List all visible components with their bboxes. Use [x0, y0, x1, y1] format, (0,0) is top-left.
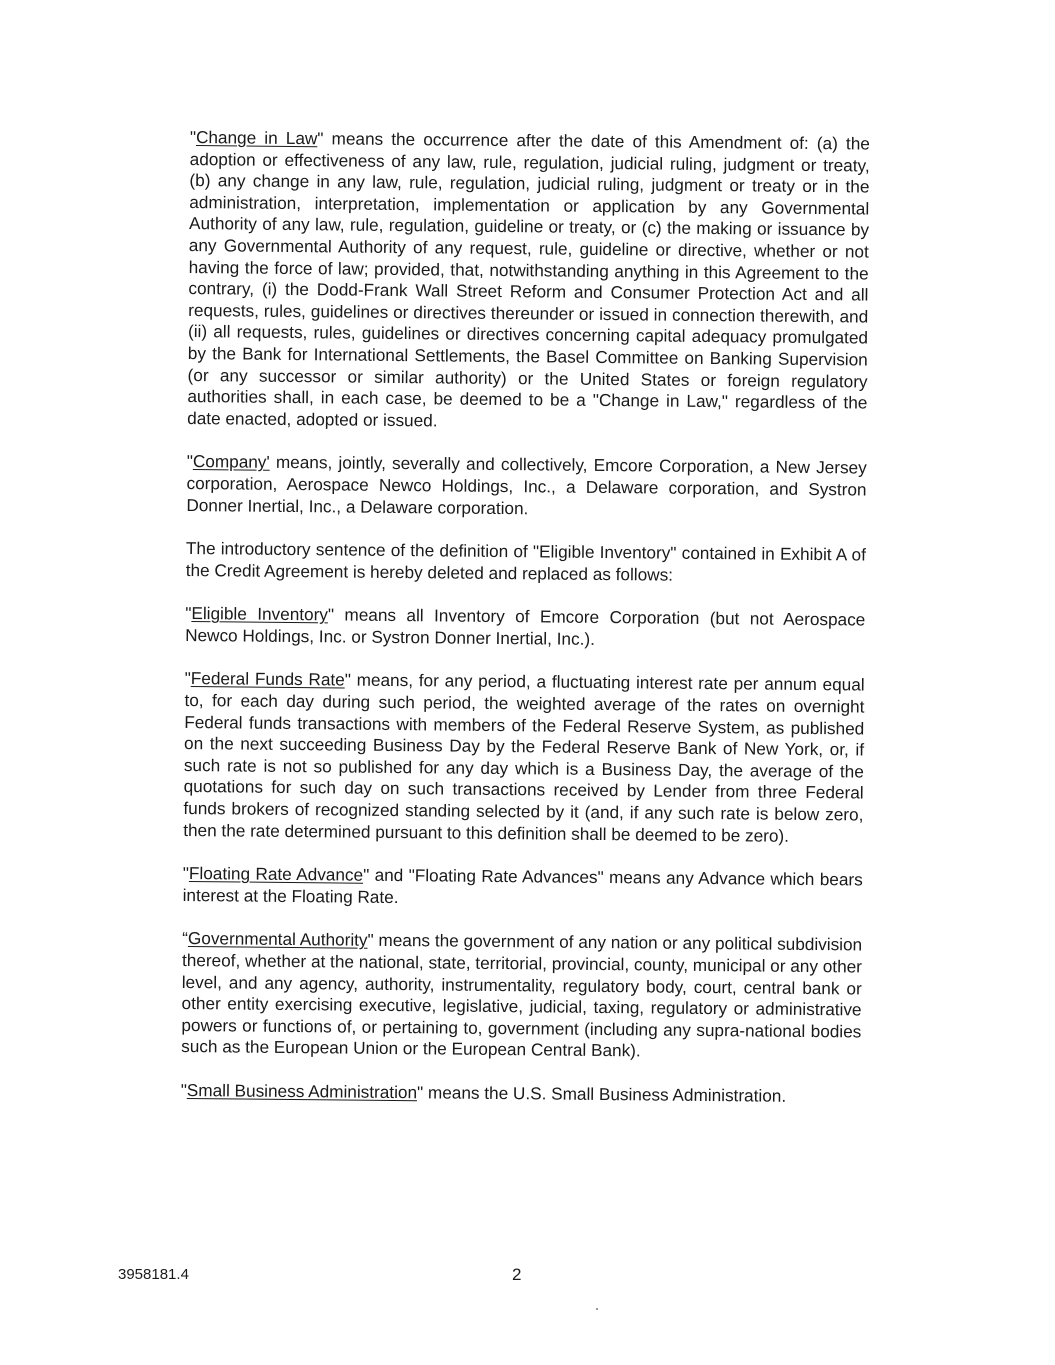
scan-speck: [596, 1308, 598, 1310]
definition-text: " means the occurrence after the date of this Amendment of: (a) the adoption or effectiveness of any law, rule, regulation, judicial ruling, judgment or treaty, (b) any change in any law, rule, regulation, judicial ruling, judgment or treaty or in the administration, interpretation, implementation or application by any Governmental Authority of any law, rule, regulation, guideline or treaty, or (c) the making or issuance by any Governmental Authority of any request, rule, guideline or directive, whether or not having the force of law; provided, that, notwithstanding anything in this Agreement to the contrary, (i) the Dodd-Frank Wall Street Reform and Consumer Protection Act and all requests, rules, guidelines or directives thereunder or issued in connection therewith, and (ii) all requests, rules, guidelines or directives concerning capital adequacy promulgated by the Bank for International Settlements, the Basel Committee on Banking Supervision (or any successor or similar authority) or the United States or foreign regulatory authorities shall, in each case, be deemed to be a "Change in Law," regardless of the date enacted, adopted or issued.: [187, 128, 870, 431]
definition-text: means, jointly, severally and collectively, Emcore Corporation, a New Jersey corporation, Aerospace Newco Holdings, Inc., a Delaware corporation, and Systron Donner Inertial, Inc., a Delaware corporation.: [186, 452, 867, 518]
definition-federal-funds-rate: [183, 668, 865, 847]
definition-text: " means, for any period, a fluctuating interest rate per annum equal to, for each day during such period, the weighted average of the rates on overnight Federal funds transactions with members of the Federal Reserve System, as published on the next succeeding Business Day by the Federal Reserve Bank of New York, or, if such rate is not so published for any day which is a Business Day, the average of the quotations for such day on such transactions received by Lender from three Federal funds brokers of recognized standing selected by it (and, if any such rate is below zero, then the rate determined pursuant to this definition shall be deemed to be zero).: [183, 669, 865, 846]
defined-term: Company': [192, 451, 270, 473]
definition-text: " means the U.S. Small Business Administration.: [416, 1082, 787, 1106]
definition-text: " means the government of any nation or any political subdivision thereof, whether at the national, state, territorial, provincial, county, municipal or any other level, and any agency, authority, instrumentality, regulatory body, court, central bank or other entity exercising executive, legislative, judicial, taxing, regulatory or administrative powers or functions of, or pertaining to, government (including any supra-national bodies such as the European Union or the European Central Bank).: [181, 930, 863, 1061]
open-quote: ": [189, 127, 197, 148]
open-quote: ": [184, 668, 191, 689]
defined-term: Floating Rate Advance: [188, 863, 364, 885]
paragraph-text: The introductory sentence of the definition of "Eligible Inventory" contained in Exhibit A of the Credit Agreement is hereby deleted and replaced as follows:: [185, 538, 867, 585]
page-number: 2: [512, 1265, 522, 1284]
open-quote: ": [186, 451, 193, 472]
definition-text: " and "Floating Rate Advances" means any Advance which bears interest at the Floating Rate.: [182, 864, 863, 907]
open-quote: ": [182, 863, 190, 884]
defined-term: Federal Funds Rate: [190, 668, 345, 690]
eligible-inventory-intro: [186, 538, 866, 588]
open-quote: ": [185, 603, 192, 624]
document-body: [180, 127, 870, 1130]
definition-eligible-inventory: [185, 603, 865, 653]
definition-floating-rate-advance: [183, 863, 863, 913]
defined-term: Governmental Authority: [187, 928, 368, 951]
defined-term: Change in Law: [195, 127, 318, 149]
defined-term: Eligible Inventory: [191, 603, 329, 625]
open-quote: “: [182, 928, 189, 949]
definition-text: " means all Inventory of Emcore Corporation (but not Aerospace Newco Holdings, Inc. or Systron Donner Inertial, Inc.).: [185, 604, 866, 649]
document-id: 3958181.4: [118, 1266, 189, 1283]
definition-governmental-authority: [181, 928, 862, 1064]
defined-term: Small Business Administration: [186, 1079, 418, 1103]
definition-company: [186, 451, 867, 522]
open-quote: ": [180, 1079, 187, 1100]
definition-change-in-law: [187, 127, 870, 436]
definition-small-business-administration: [181, 1080, 861, 1108]
